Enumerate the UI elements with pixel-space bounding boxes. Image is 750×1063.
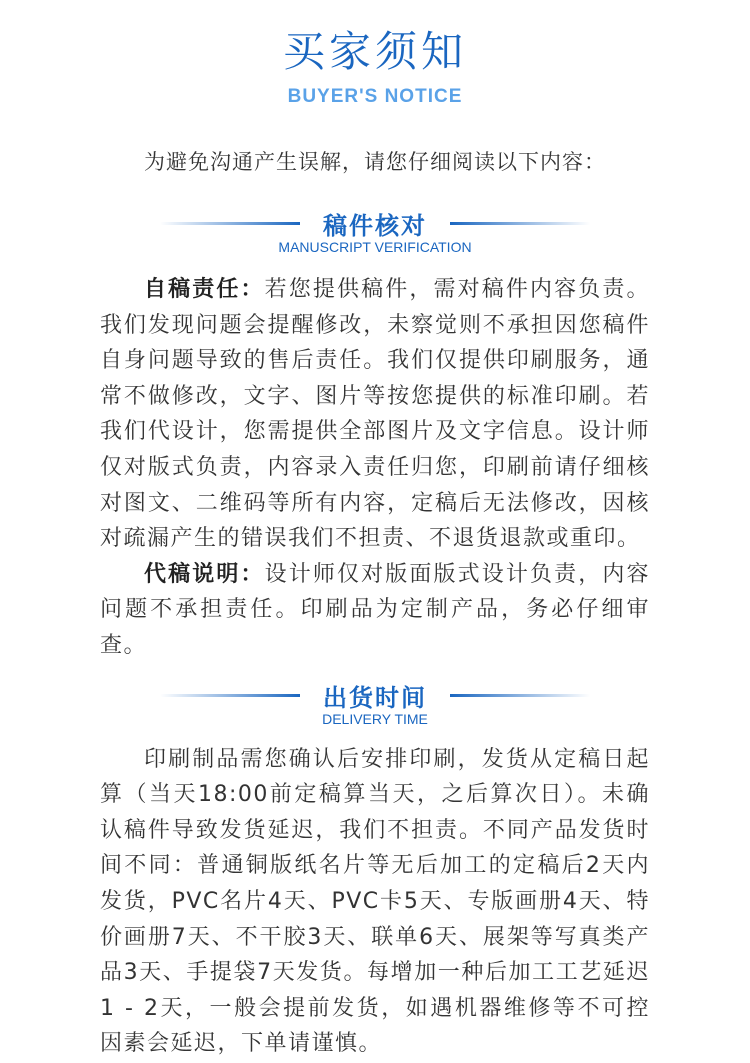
section-title: 出货时间 bbox=[323, 683, 427, 712]
section-heading-manuscript bbox=[0, 206, 750, 262]
page-title: 买家须知 bbox=[282, 27, 467, 76]
paragraph-text: 设计师仅对版面版式设计负责，内容问题不承担责任。印刷品为定制产品，务必仔细审查。 bbox=[100, 561, 650, 658]
paragraph-delivery-time bbox=[100, 742, 650, 1062]
paragraph-text: 若您提供稿件，需对稿件内容负责。我们发现问题会提醒修改，未察觉则不承担因您稿件自身问题导致的售后责任。我们仅提供印刷服务，通常不做修改，文字、图片等按您提供的标准印刷。若我们代设计，您需提供全部图片及文字信息。设计师仅对版式负责，内容录入责任归您，印刷前请仔细核对图文、二维码等所有内容，定稿后无法修改，因核对疏漏产生的错误我们不担责、不退货退款或重印。 bbox=[100, 277, 650, 552]
notice-header bbox=[0, 0, 750, 108]
paragraph-text: 印刷制品需您确认后安排印刷，发货从定稿日起算（当天18:00前定稿算当天，之后算次日）。未确认稿件导致发货延迟，我们不担责。不同产品发货时间不同：普通铜版纸名片等无后加工的定稿后2天内发货，PVC名片4天、PVC卡5天、专版画册4天、特价画册7天、不干胶3天、联单6天、展架等写真类产品3天、手提袋7天发货。每增加一种后加工工艺延迟1 - 2天，一般会提前发货，如遇机器维修等不可控因素会延迟，下单请谨慎。 bbox=[100, 746, 650, 1057]
section-title: 稿件核对 bbox=[323, 212, 427, 240]
paragraph-label: 自稿责任： bbox=[144, 277, 265, 302]
section-body-delivery bbox=[0, 742, 750, 1062]
page-subtitle: BUYER'S NOTICE bbox=[287, 86, 463, 107]
section-heading-delivery bbox=[0, 678, 750, 734]
paragraph-label: 代稿说明： bbox=[144, 561, 265, 587]
paragraph-self-manuscript bbox=[100, 272, 650, 557]
intro-text: 为避免沟通产生误解，请您仔细阅读以下内容： bbox=[144, 150, 606, 174]
section-subtitle: MANUSCRIPT VERIFICATION bbox=[278, 239, 472, 255]
paragraph-design-service bbox=[100, 557, 650, 664]
section-body-manuscript bbox=[0, 272, 750, 664]
section-subtitle: DELIVERY TIME bbox=[322, 710, 428, 727]
